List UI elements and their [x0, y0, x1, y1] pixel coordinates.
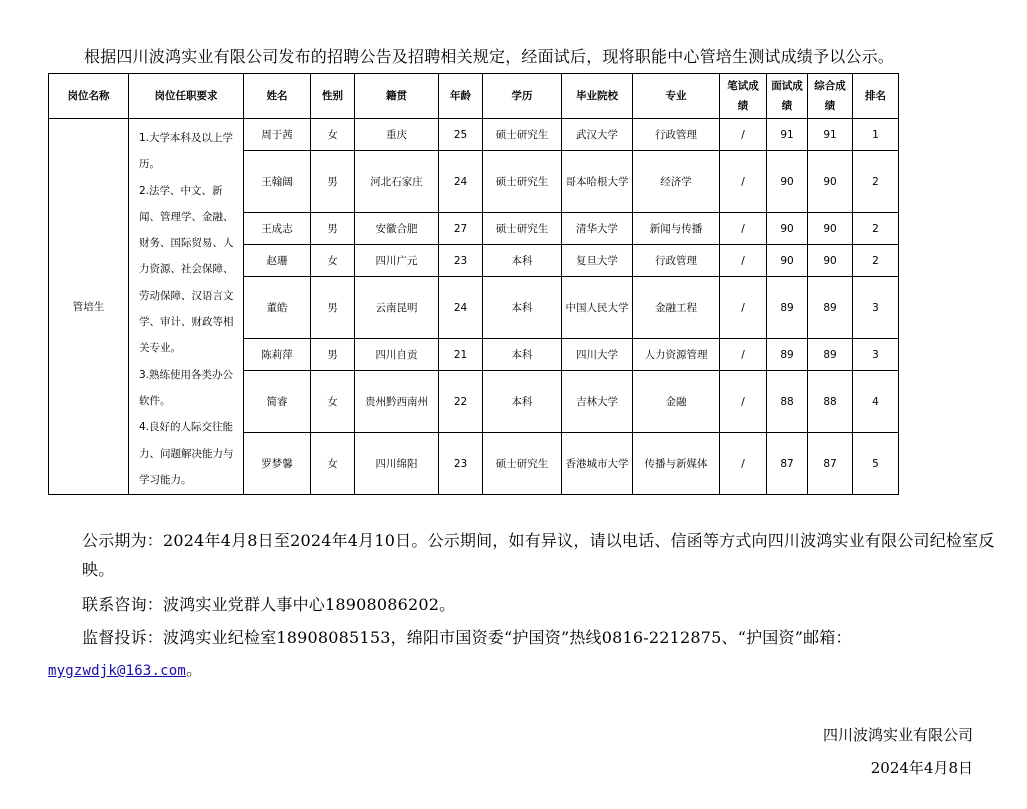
requirement-line: 4.良好的人际交往能 — [139, 421, 234, 434]
requirement-line: 软件。 — [139, 394, 171, 407]
interview-score-cell: 89 — [767, 339, 808, 371]
gender-cell: 女 — [311, 433, 355, 495]
requirement-line: 力资源、社会保障、 — [139, 263, 234, 276]
gender-cell: 男 — [311, 277, 355, 339]
intro-paragraph: 根据四川波鸿实业有限公司发布的招聘公告及招聘相关规定，经面试后，现将职能中心管培生测试成绩予以公示。 — [84, 47, 895, 66]
school-cell: 四川大学 — [562, 339, 633, 371]
school-cell: 清华大学 — [562, 213, 633, 245]
interview-score-cell: 87 — [767, 433, 808, 495]
total-score-cell: 91 — [808, 119, 853, 151]
education-cell: 本科 — [483, 339, 562, 371]
header-cell: 年龄 — [439, 74, 483, 119]
major-cell: 行政管理 — [633, 245, 720, 277]
requirements-cell — [129, 119, 244, 495]
requirement-line: 2.法学、中文、新 — [139, 184, 223, 197]
header-cell: 性别 — [311, 74, 355, 119]
notice-period: 公示期为：2024年4月8日至2024年4月10日。公示期间，如有异议，请以电话、信函等方式向四川波鸿实业有限公司纪检室反映。 — [82, 531, 995, 579]
written-score-cell: / — [720, 277, 767, 339]
notice-complaint: 监督投诉：波鸿实业纪检室18908085153，绵阳市国资委“护国资”热线0816-2212875、“护国资”邮箱： — [82, 628, 852, 647]
name-cell: 周于茜 — [244, 119, 311, 151]
header-cell: 学历 — [483, 74, 562, 119]
age-cell: 24 — [439, 151, 483, 213]
requirement-line: 学习能力。 — [139, 473, 192, 486]
age-cell: 25 — [439, 119, 483, 151]
requirement-line: 力、问题解决能力与 — [139, 447, 234, 460]
email-suffix: 。 — [186, 660, 203, 679]
education-cell: 硕士研究生 — [483, 213, 562, 245]
education-cell: 本科 — [483, 245, 562, 277]
school-cell: 复旦大学 — [562, 245, 633, 277]
header-cell: 岗位任职要求 — [129, 74, 244, 119]
header-cell: 排名 — [853, 74, 899, 119]
requirement-line: 1.大学本科及以上学 — [139, 132, 234, 144]
header-cell: 面试成绩 — [767, 74, 808, 119]
table-row — [49, 119, 899, 151]
interview-score-cell: 90 — [767, 245, 808, 277]
total-score-cell: 87 — [808, 433, 853, 495]
notice-email-line — [48, 655, 973, 686]
written-score-cell: / — [720, 151, 767, 213]
major-cell: 金融 — [633, 371, 720, 433]
school-cell: 哥本哈根大学 — [562, 151, 633, 213]
major-cell: 人力资源管理 — [633, 339, 720, 371]
hometown-cell: 安徽合肥 — [355, 213, 439, 245]
education-cell: 硕士研究生 — [483, 151, 562, 213]
interview-score-cell: 89 — [767, 277, 808, 339]
major-cell: 传播与新媒体 — [633, 433, 720, 495]
results-table — [48, 73, 899, 495]
total-score-cell: 88 — [808, 371, 853, 433]
header-cell: 籍贯 — [355, 74, 439, 119]
requirement-line: 闻、管理学、金融、 — [139, 210, 234, 223]
requirement-line: 财务、国际贸易、人 — [139, 237, 234, 250]
total-score-cell: 89 — [808, 339, 853, 371]
gender-cell: 女 — [311, 371, 355, 433]
age-cell: 21 — [439, 339, 483, 371]
header-cell: 岗位名称 — [49, 74, 129, 119]
education-cell: 本科 — [483, 277, 562, 339]
written-score-cell: / — [720, 213, 767, 245]
school-cell: 吉林大学 — [562, 371, 633, 433]
rank-cell: 2 — [853, 245, 899, 277]
header-cell: 姓名 — [244, 74, 311, 119]
name-cell: 罗梦馨 — [244, 433, 311, 495]
hometown-cell: 重庆 — [355, 119, 439, 151]
header-cell: 专业 — [633, 74, 720, 119]
rank-cell: 3 — [853, 339, 899, 371]
header-cell: 毕业院校 — [562, 74, 633, 119]
requirement-line: 劳动保障、汉语言文 — [139, 289, 234, 302]
requirement-line: 学、审计、财政等相 — [139, 316, 234, 329]
name-cell: 简睿 — [244, 371, 311, 433]
education-cell: 硕士研究生 — [483, 119, 562, 151]
hometown-cell: 贵州黔西南州 — [355, 371, 439, 433]
interview-score-cell: 88 — [767, 371, 808, 433]
complaint-email-link[interactable]: mygzwdjk@163.com — [48, 663, 187, 679]
rank-cell: 3 — [853, 277, 899, 339]
interview-score-cell: 90 — [767, 151, 808, 213]
written-score-cell: / — [720, 119, 767, 151]
age-cell: 22 — [439, 371, 483, 433]
school-cell: 武汉大学 — [562, 119, 633, 151]
age-cell: 27 — [439, 213, 483, 245]
signature-date: 2024年4月8日 — [870, 759, 973, 777]
gender-cell: 女 — [311, 119, 355, 151]
header-cell: 笔试成绩 — [720, 74, 767, 119]
name-cell: 陈莉萍 — [244, 339, 311, 371]
gender-cell: 男 — [311, 151, 355, 213]
age-cell: 24 — [439, 277, 483, 339]
total-score-cell: 89 — [808, 277, 853, 339]
age-cell: 23 — [439, 433, 483, 495]
hometown-cell: 四川自贡 — [355, 339, 439, 371]
name-cell: 王成志 — [244, 213, 311, 245]
age-cell: 23 — [439, 245, 483, 277]
major-cell: 新闻与传播 — [633, 213, 720, 245]
written-score-cell: / — [720, 339, 767, 371]
written-score-cell: / — [720, 245, 767, 277]
rank-cell: 2 — [853, 151, 899, 213]
total-score-cell: 90 — [808, 151, 853, 213]
interview-score-cell: 91 — [767, 119, 808, 151]
written-score-cell: / — [720, 433, 767, 495]
rank-cell: 1 — [853, 119, 899, 151]
education-cell: 本科 — [483, 371, 562, 433]
gender-cell: 女 — [311, 245, 355, 277]
school-cell: 香港城市大学 — [562, 433, 633, 495]
rank-cell: 5 — [853, 433, 899, 495]
hometown-cell: 四川绵阳 — [355, 433, 439, 495]
hometown-cell: 云南昆明 — [355, 277, 439, 339]
total-score-cell: 90 — [808, 213, 853, 245]
signature-company: 四川波鸿实业有限公司 — [822, 726, 973, 744]
requirement-line: 历。 — [139, 158, 160, 171]
header-cell: 综合成绩 — [808, 74, 853, 119]
name-cell: 董皓 — [244, 277, 311, 339]
total-score-cell: 90 — [808, 245, 853, 277]
rank-cell: 2 — [853, 213, 899, 245]
major-cell: 金融工程 — [633, 277, 720, 339]
hometown-cell: 四川广元 — [355, 245, 439, 277]
rank-cell: 4 — [853, 371, 899, 433]
interview-score-cell: 90 — [767, 213, 808, 245]
table-header-row — [49, 74, 899, 119]
major-cell: 行政管理 — [633, 119, 720, 151]
notice-contact: 联系咨询：波鸿实业党群人事中心18908086202。 — [82, 595, 456, 614]
position-name-cell: 管培生 — [49, 119, 129, 495]
requirement-line: 关专业。 — [139, 342, 181, 355]
requirement-line: 3.熟练使用各类办公 — [139, 368, 234, 381]
gender-cell: 男 — [311, 213, 355, 245]
education-cell: 硕士研究生 — [483, 433, 562, 495]
name-cell: 赵珊 — [244, 245, 311, 277]
school-cell: 中国人民大学 — [562, 277, 633, 339]
name-cell: 王翰阔 — [244, 151, 311, 213]
hometown-cell: 河北石家庄 — [355, 151, 439, 213]
major-cell: 经济学 — [633, 151, 720, 213]
gender-cell: 男 — [311, 339, 355, 371]
written-score-cell: / — [720, 371, 767, 433]
